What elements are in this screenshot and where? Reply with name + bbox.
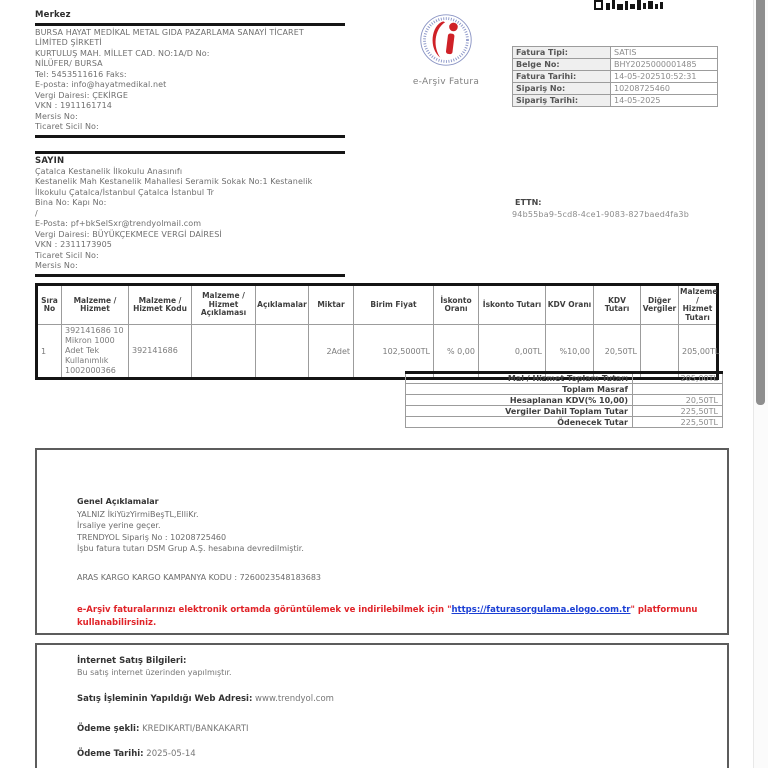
- info-value: 14-05-2025: [611, 95, 718, 107]
- buyer-line: İlkokulu Çatalca/İstanbul Çatalca İstanbul Tr: [35, 187, 215, 197]
- ettn-value: 94b55ba9-5cd8-4ce1-9083-827baed4fa3b: [512, 210, 689, 219]
- payment-date-label: Ödeme Tarihi:: [77, 749, 144, 759]
- web-address-value: www.trendyol.com: [252, 694, 334, 704]
- items-header-row: [37, 285, 718, 325]
- buyer-line: Bina No: Kapı No:: [35, 198, 107, 207]
- buyer-line: E-Posta: pf+bkSelSxr@trendyolmail.com: [35, 219, 202, 228]
- info-value: 14-05-202510:52:31: [611, 71, 718, 83]
- payment-method-value: KREDIKARTI/BANKAKARTI: [139, 724, 249, 734]
- buyer-line: VKN : 2311173905: [35, 240, 112, 249]
- seller-line: Tel: 5453511616 Faks:: [35, 69, 127, 79]
- items-header: Malzeme / Hizmet Açıklaması: [192, 285, 256, 325]
- earsiv-notice: [77, 604, 725, 629]
- rule: [35, 23, 345, 26]
- rule: [35, 135, 345, 138]
- buyer-block: [35, 149, 345, 279]
- items-header: İskonto Oranı: [434, 285, 479, 325]
- rule: [35, 151, 345, 154]
- invoice-info-table: [512, 46, 718, 107]
- item-cell-birim-fiyat: 102,5000TL: [354, 325, 434, 379]
- seller-line: KURTULUŞ MAH. MİLLET CAD. NO:1A/D No:: [35, 48, 210, 58]
- seller-section-title: Merkez: [35, 10, 71, 20]
- buyer-line: Vergi Dairesi: BÜYÜKÇEKMECE VERGİ DAİRESİ: [35, 229, 222, 239]
- buyer-line: /: [35, 208, 38, 218]
- internet-sales-box: [35, 643, 729, 768]
- seller-line: LİMİTED ŞİRKETİ: [35, 38, 102, 47]
- totals-table: [405, 371, 723, 428]
- general-note-line: İşbu fatura tutarı DSM Grup A.Ş. hesabına devredilmiştir.: [77, 544, 304, 553]
- item-cell-aciklamalar: [256, 325, 309, 379]
- general-notes-title: Genel Açıklamalar: [77, 497, 159, 506]
- seller-line: Ticaret Sicil No:: [35, 122, 99, 131]
- info-value: BHY2025000001485: [611, 59, 718, 71]
- seller-block: [35, 10, 345, 140]
- seller-line: Mersis No:: [35, 111, 78, 121]
- web-address-row: [77, 694, 727, 704]
- general-note-line: İrsaliye yerine geçer.: [77, 521, 161, 530]
- items-header: Diğer Vergiler: [641, 285, 679, 325]
- item-cell-kdv-tutari: 20,50TL: [594, 325, 641, 379]
- items-header: KDV Tutarı: [594, 285, 641, 325]
- ettn-block: [512, 198, 689, 219]
- items-header: Malzeme / Hizmet Tutarı: [679, 285, 718, 325]
- items-header: Malzeme / Hizmet: [62, 285, 129, 325]
- seller-line: E-posta: info@hayatmedikal.net: [35, 80, 167, 89]
- item-cell-tutar: 205,00TL: [679, 325, 718, 379]
- earsiv-caption: e-Arşiv Fatura: [412, 77, 480, 87]
- seller-line: BURSA HAYAT MEDİKAL METAL GIDA PAZARLAMA SANAYİ TİCARET: [35, 27, 304, 37]
- item-cell-iskonto-tutari: 0,00TL: [479, 325, 546, 379]
- buyer-line: Çatalca Kestanelik İlkokulu Anasınıfı: [35, 166, 183, 176]
- info-value: 10208725460: [611, 83, 718, 95]
- total-label: Mal / Hizmet Toplam Tutarı: [406, 373, 633, 384]
- item-cell-iskonto-orani: % 0,00: [434, 325, 479, 379]
- fatura-sorgulama-link[interactable]: https://faturasorgulama.elogo.com.tr: [451, 605, 631, 615]
- items-header: KDV Oranı: [546, 285, 594, 325]
- total-value: 205,00TL: [633, 373, 723, 384]
- line-items-table: [35, 283, 719, 380]
- cargo-campaign-line: ARAS KARGO KARGO KAMPANYA KODU : 7260023548183683: [77, 572, 322, 582]
- seller-line: VKN : 1911161714: [35, 101, 112, 110]
- gib-logo-icon: [418, 12, 474, 68]
- info-value: SATIS: [611, 47, 718, 59]
- notice-text-prefix: e-Arşiv faturalarınızı elektronik ortamda görüntülemek ve indirilebilmek için ": [77, 605, 452, 615]
- payment-method-label: Ödeme şekli:: [77, 724, 140, 734]
- buyer-line: Kestanelik Mah Kestanelik Mahallesi Seramik Sokak No:1 Kestanelik: [35, 177, 313, 186]
- info-label: Belge No:: [513, 59, 611, 71]
- items-header: İskonto Tutarı: [479, 285, 546, 325]
- items-header: Sıra No: [37, 285, 62, 325]
- total-label: Vergiler Dahil Toplam Tutar: [406, 406, 633, 417]
- item-cell-aciklamasi: [192, 325, 256, 379]
- total-label: Toplam Masraf: [406, 384, 633, 395]
- notice-text-suffix: " platformunu kullanabilirsiniz.: [77, 605, 698, 628]
- web-address-label: Satış İşleminin Yapıldığı Web Adresi:: [77, 694, 253, 704]
- items-header: Miktar: [309, 285, 354, 325]
- rule: [35, 274, 345, 277]
- scrollbar-thumb[interactable]: [756, 0, 765, 405]
- total-value: [633, 384, 723, 395]
- buyer-line: Ticaret Sicil No:: [35, 250, 99, 260]
- seller-line: Vergi Dairesi: ÇEKİRGE: [35, 90, 128, 100]
- general-note-line: TRENDYOL Sipariş No : 10208725460: [77, 532, 227, 542]
- total-label: Hesaplanan KDV(% 10,00): [406, 395, 633, 406]
- items-header: Açıklamalar: [256, 285, 309, 325]
- total-value: 225,50TL: [633, 417, 723, 428]
- info-label: Fatura Tarihi:: [513, 71, 611, 83]
- buyer-section-title: SAYIN: [35, 156, 65, 166]
- internet-sales-subtitle: Bu satış internet üzerinden yapılmıştır.: [77, 668, 232, 677]
- item-cell-kdv-orani: %10,00: [546, 325, 594, 379]
- total-value: 20,50TL: [633, 395, 723, 406]
- info-label: Fatura Tipi:: [513, 47, 611, 59]
- internet-sales-title: İnternet Satış Bilgileri:: [77, 656, 187, 666]
- items-header: Malzeme / Hizmet Kodu: [129, 285, 192, 325]
- gib-logo-block: [382, 12, 510, 87]
- buyer-line: Mersis No:: [35, 261, 78, 270]
- general-notes-box: [35, 448, 729, 635]
- general-note-line: YALNIZ İkiYüzYirmiBeşTL,ElliKr.: [77, 509, 199, 519]
- payment-date-row: [77, 749, 727, 759]
- info-label: Sipariş No:: [513, 83, 611, 95]
- item-cell-code: 392141686: [129, 325, 192, 379]
- ettn-label: ETTN:: [515, 198, 542, 207]
- total-value: 225,50TL: [633, 406, 723, 417]
- item-cell-miktar: 2Adet: [309, 325, 354, 379]
- payment-method-row: [77, 724, 727, 734]
- info-label: Sipariş Tarihi:: [513, 95, 611, 107]
- item-cell-sira: 1: [37, 325, 62, 379]
- item-cell-description: 392141686 10 Mikron 1000 Adet Tek Kullanımlık 1002000366: [62, 325, 129, 379]
- payment-date-value: 2025-05-14: [143, 749, 196, 759]
- seller-line: NİLÜFER/ BURSA: [35, 59, 103, 68]
- total-label: Ödenecek Tutar: [406, 417, 633, 428]
- barcode-fragment: [594, 0, 664, 11]
- items-header: Birim Fiyat: [354, 285, 434, 325]
- scrollbar-track[interactable]: [753, 0, 768, 768]
